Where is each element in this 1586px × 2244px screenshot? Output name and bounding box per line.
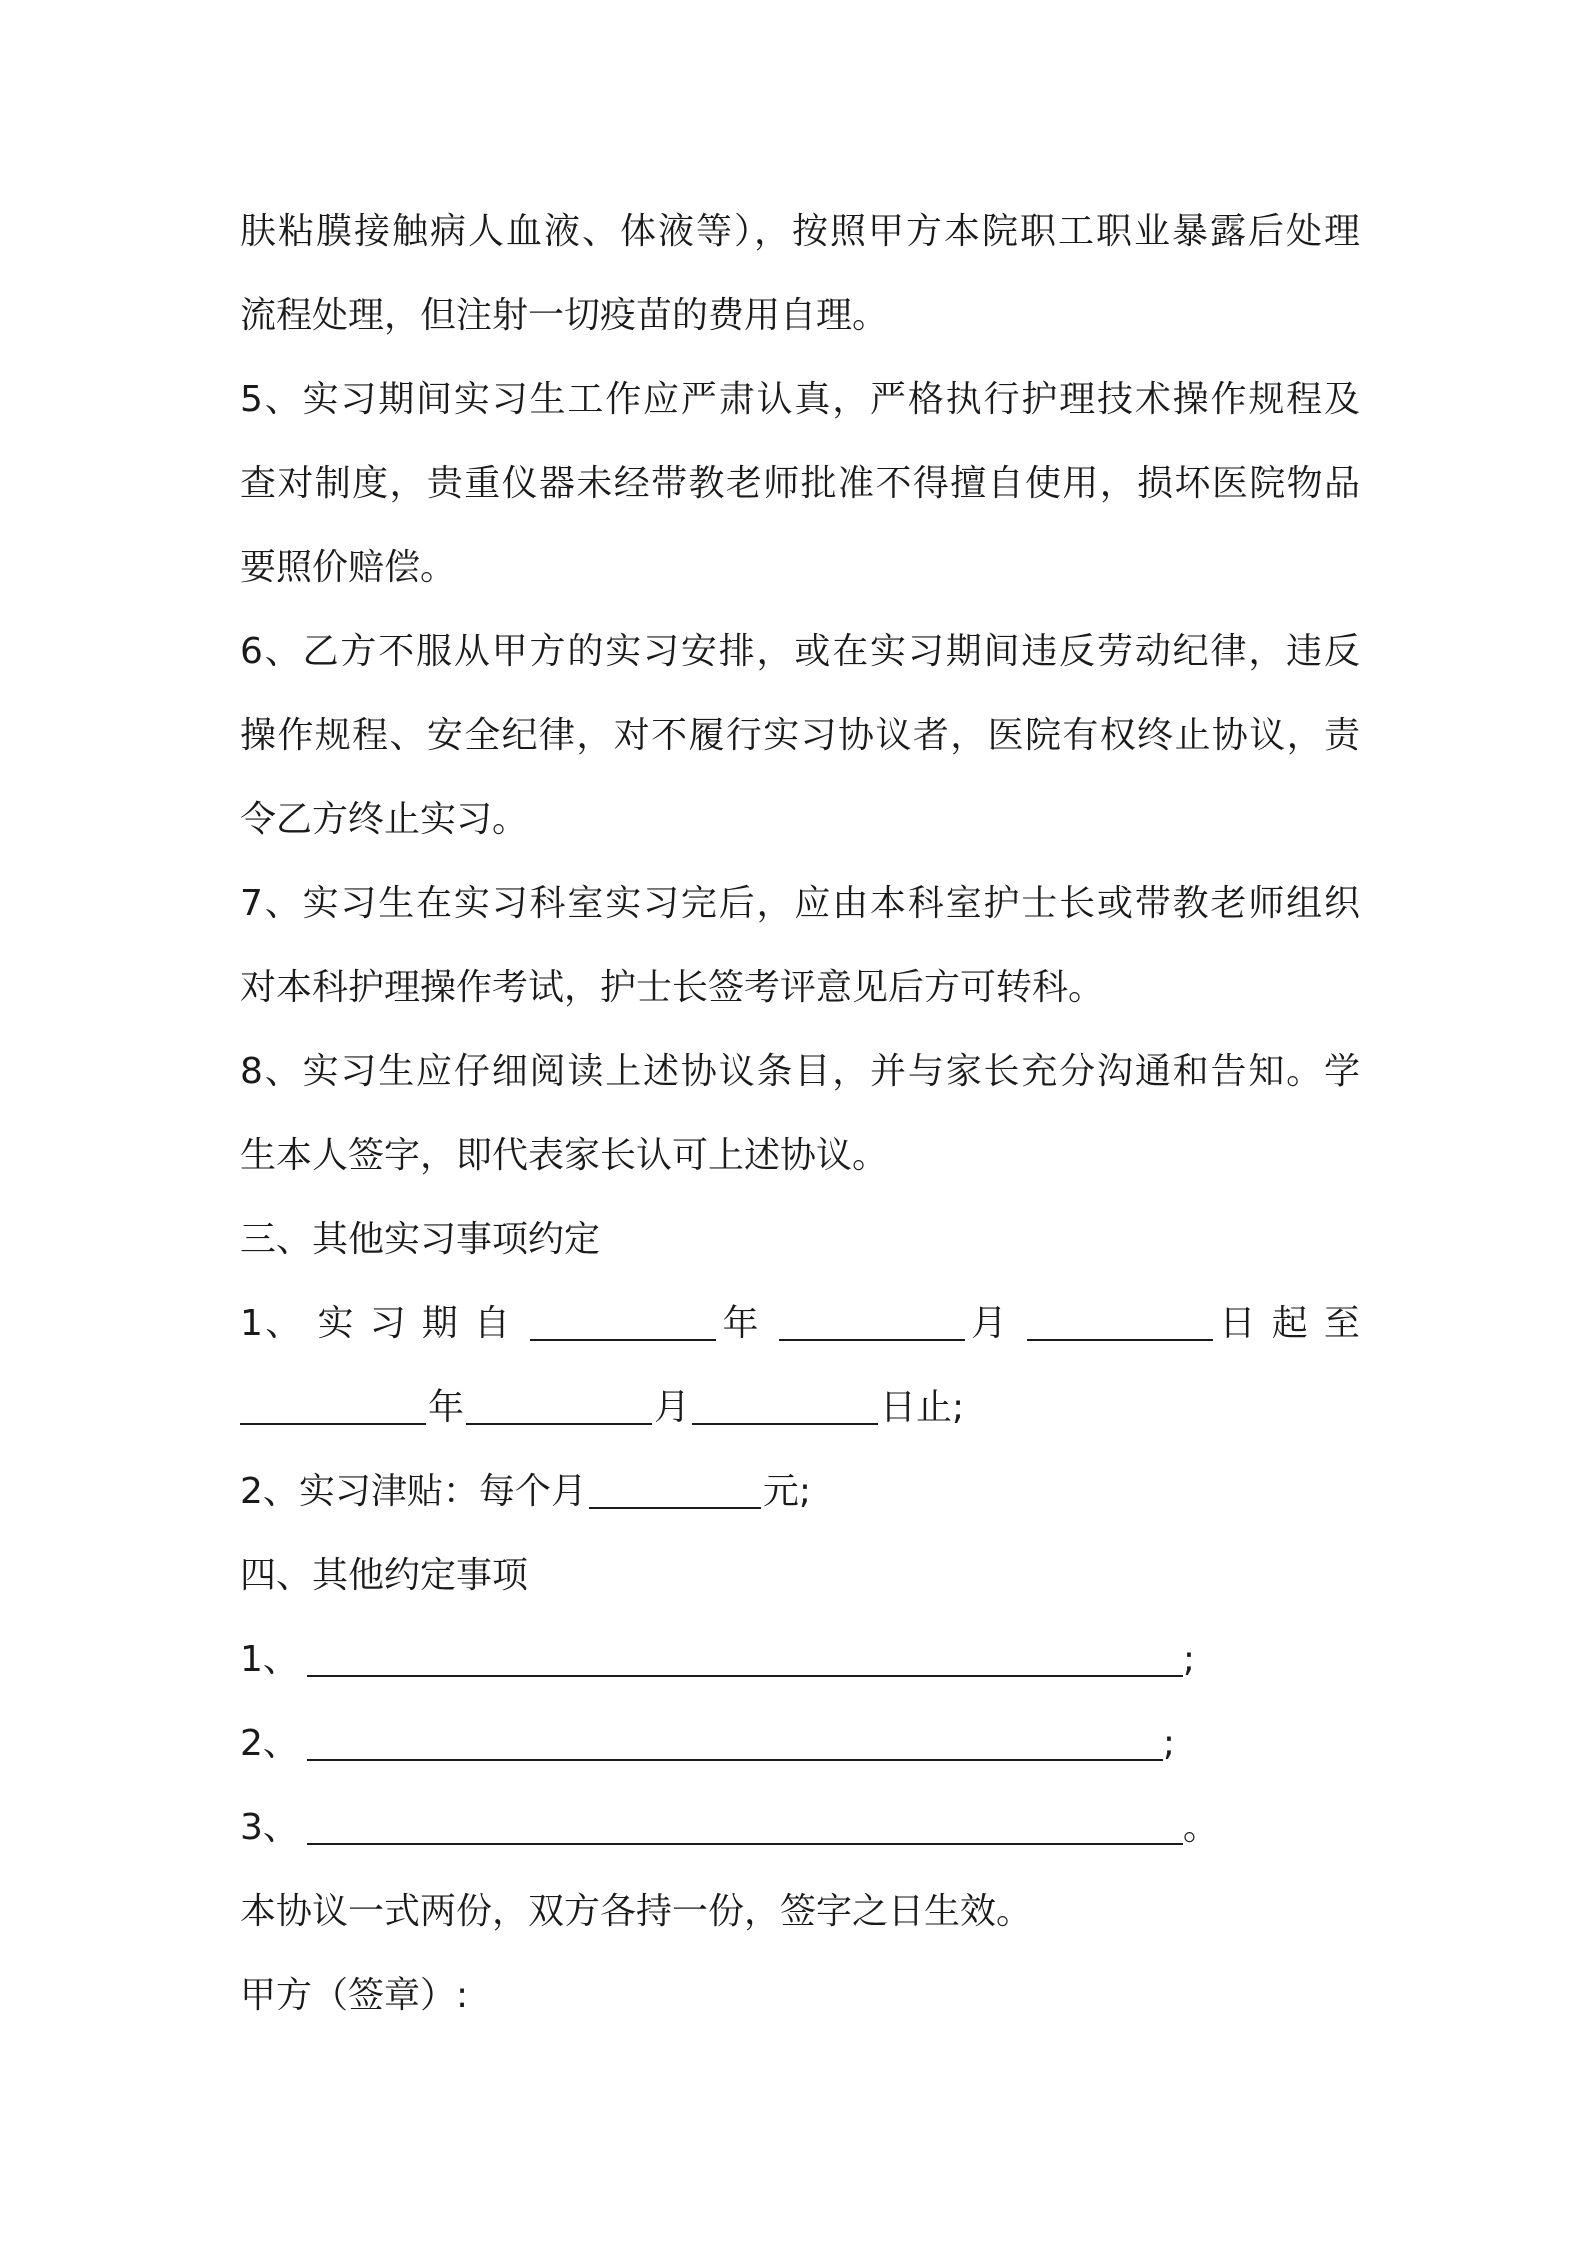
clause-8-line-2: 生本人签字，即代表家长认可上述协议。: [240, 1135, 889, 1176]
start-month-blank[interactable]: [779, 1299, 965, 1341]
period-char: 自: [473, 1303, 513, 1344]
clause-5-line-2: 查对制度，贵重仪器未经带教老师批准不得擅自使用，损坏医院物品: [240, 463, 1360, 504]
year-label: 年: [720, 1303, 761, 1344]
other-item-3: [240, 1786, 1360, 1870]
item-number: 2、: [240, 1723, 299, 1764]
item-suffix: 。: [1182, 1807, 1219, 1848]
clause-7-line-1: 7、实习生在实习科室实习完后，应由本科室护士长或带教老师组织: [240, 883, 1360, 924]
period-char: 实: [317, 1303, 356, 1344]
clause-5-line-3: 要照价赔偿。: [240, 547, 457, 588]
month-label: 月: [968, 1303, 1010, 1344]
item-number: 1、: [240, 1639, 299, 1680]
document-page: [240, 190, 1360, 2038]
start-year-blank[interactable]: [530, 1299, 716, 1341]
allowance-line: [240, 1450, 1360, 1534]
day-label: 日: [1217, 1303, 1258, 1344]
party-a-signature: 甲方（签章）:: [240, 1975, 469, 2016]
end-year-blank[interactable]: [240, 1383, 426, 1425]
clause-8-line-1: 8、实习生应仔细阅读上述协议条目，并与家长充分沟通和告知。学: [240, 1051, 1360, 1092]
end-label: 日止;: [880, 1387, 965, 1428]
other-item-2-blank[interactable]: [307, 1719, 1163, 1761]
allowance-blank[interactable]: [589, 1467, 761, 1509]
internship-period-line-2: [240, 1366, 1360, 1450]
item-number: 3、: [240, 1807, 299, 1848]
period-char: 习: [369, 1303, 408, 1344]
yuan-label: 元;: [762, 1471, 812, 1512]
item-number: 1、: [240, 1303, 304, 1344]
other-item-3-blank[interactable]: [307, 1803, 1183, 1845]
month-label: 月: [654, 1387, 691, 1428]
clause-6-line-2: 操作规程、安全纪律，对不履行实习协议者，医院有权终止协议，责: [240, 715, 1360, 756]
clause-4-continued-line-1: 肤粘膜接触病人血液、体液等），按照甲方本院职工职业暴露后处理: [240, 211, 1360, 252]
internship-period-line-1: [240, 1282, 1360, 1366]
effect-statement: 本协议一式两份，双方各持一份，签字之日生效。: [240, 1891, 1033, 1932]
clause-6-line-3: 令乙方终止实习。: [240, 799, 529, 840]
clause-5-line-1: 5、实习期间实习生工作应严肃认真，严格执行护理技术操作规程及: [240, 379, 1360, 420]
end-day-blank[interactable]: [692, 1383, 878, 1425]
period-char: 起: [1271, 1303, 1311, 1344]
allowance-label: 2、实习津贴：每个月: [240, 1471, 587, 1512]
other-item-2: [240, 1702, 1360, 1786]
period-char: 期: [421, 1303, 461, 1344]
other-item-1-blank[interactable]: [307, 1635, 1183, 1677]
item-suffix: ;: [1182, 1639, 1196, 1680]
end-month-blank[interactable]: [466, 1383, 652, 1425]
other-item-1: [240, 1618, 1360, 1702]
start-day-blank[interactable]: [1027, 1299, 1213, 1341]
period-char: 至: [1323, 1303, 1360, 1344]
clause-4-continued-line-2: 流程处理，但注射一切疫苗的费用自理。: [240, 295, 889, 336]
section-3-heading: 三、其他实习事项约定: [240, 1219, 601, 1260]
item-suffix: ;: [1162, 1723, 1176, 1764]
section-4-heading: 四、其他约定事项: [240, 1555, 529, 1596]
year-label: 年: [428, 1387, 465, 1428]
clause-6-line-1: 6、乙方不服从甲方的实习安排，或在实习期间违反劳动纪律，违反: [240, 631, 1360, 672]
clause-7-line-2: 对本科护理操作考试，护士长签考评意见后方可转科。: [240, 967, 1105, 1008]
